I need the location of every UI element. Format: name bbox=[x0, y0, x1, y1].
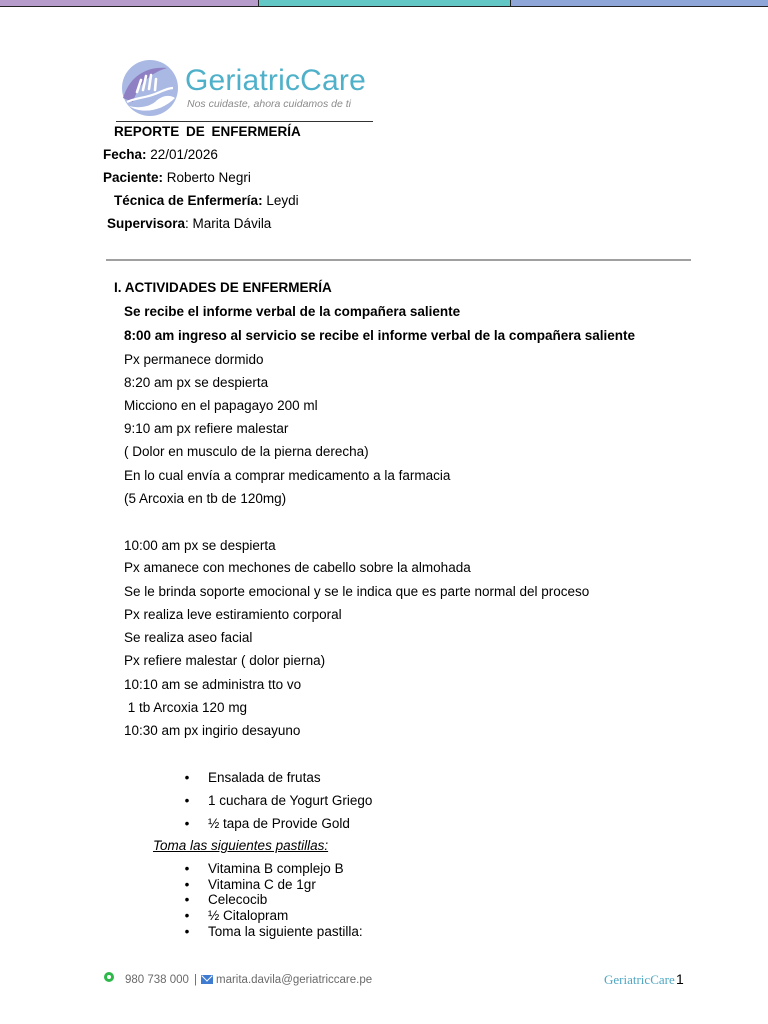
footer-phone: 980 738 000 bbox=[125, 974, 189, 986]
activity-line: Px refiere malestar ( dolor pierna) bbox=[124, 653, 326, 668]
section-heading: I. ACTIVIDADES DE ENFERMERÍA bbox=[114, 280, 332, 295]
footer-brand: GeriatricCare bbox=[604, 972, 675, 987]
top-bar-teal bbox=[258, 0, 511, 7]
logo-brand-name: GeriatricCare bbox=[185, 64, 366, 97]
activity-line: Px amanece con mechones de cabello sobre la almohada bbox=[124, 560, 471, 575]
activity-line: 10:30 am px ingirio desayuno bbox=[124, 723, 301, 738]
activity-line: Se le brinda soporte emocional y se le indica que es parte normal del proceso bbox=[124, 584, 590, 599]
supervisora-row bbox=[107, 216, 271, 232]
bold-line: Se recibe el informe verbal de la compañera saliente bbox=[124, 304, 461, 319]
mail-icon bbox=[201, 975, 213, 984]
bullet-marker: • bbox=[184, 924, 190, 939]
bullet-marker: • bbox=[184, 816, 190, 831]
activity-line: (5 Arcoxia en tb de 120mg) bbox=[124, 491, 287, 506]
bullet-marker: • bbox=[184, 908, 190, 923]
paciente-label: Paciente: bbox=[103, 170, 164, 185]
activity-line: Micciono en el papagayo 200 ml bbox=[124, 398, 318, 413]
activity-line: 1 tb Arcoxia 120 mg bbox=[124, 700, 248, 715]
page-number: 1 bbox=[676, 971, 684, 987]
pills-heading: Toma las siguientes pastillas: bbox=[153, 838, 329, 853]
activity-line: Px permanece dormido bbox=[124, 352, 264, 367]
geriatriccare-logo bbox=[115, 56, 377, 124]
top-bar-purple bbox=[0, 0, 258, 7]
fecha-row bbox=[103, 147, 218, 163]
breakfast-item: ½ tapa de Provide Gold bbox=[208, 816, 350, 831]
section-divider bbox=[106, 259, 691, 261]
tecnica-row bbox=[114, 193, 299, 209]
bold-line: 8:00 am ingreso al servicio se recibe el informe verbal de la compañera saliente bbox=[124, 328, 635, 343]
tecnica-label: Técnica de Enfermería: bbox=[114, 193, 263, 208]
supervisora-label: Supervisora bbox=[107, 216, 186, 231]
activity-line: 8:20 am px se despierta bbox=[124, 375, 269, 390]
logo-underline bbox=[116, 121, 373, 122]
supervisora-value: : Marita Dávila bbox=[185, 216, 272, 231]
pill-item: Vitamina C de 1gr bbox=[208, 877, 316, 892]
activity-line: En lo cual envía a comprar medicamento a la farmacia bbox=[124, 468, 451, 483]
activity-line: 10:10 am se administra tto vo bbox=[124, 677, 302, 692]
report-title: REPORTE DE ENFERMERÍA bbox=[114, 124, 301, 139]
bullet-marker: • bbox=[184, 877, 190, 892]
activity-line: 10:00 am px se despierta bbox=[124, 538, 276, 553]
footer-email[interactable]: marita.davila@geriatriccare.pe bbox=[216, 974, 373, 986]
bullet-marker: • bbox=[184, 793, 190, 808]
activity-line: Px realiza leve estiramiento corporal bbox=[124, 607, 342, 622]
whatsapp-icon bbox=[104, 972, 114, 982]
pill-item: ½ Citalopram bbox=[208, 908, 289, 923]
activity-line: Se realiza aseo facial bbox=[124, 630, 253, 645]
tecnica-value: Leydi bbox=[262, 193, 299, 208]
breakfast-item: Ensalada de frutas bbox=[208, 770, 321, 785]
bullet-marker: • bbox=[184, 892, 190, 907]
top-bar-blue bbox=[511, 0, 768, 7]
fecha-label: Fecha: bbox=[103, 147, 147, 162]
activity-line: 9:10 am px refiere malestar bbox=[124, 421, 289, 436]
fecha-value: 22/01/2026 bbox=[146, 147, 218, 162]
logo-hands-icon bbox=[115, 58, 181, 122]
footer-email-row bbox=[201, 972, 372, 988]
logo-tagline: Nos cuidaste, ahora cuidamos de ti bbox=[187, 98, 352, 110]
activity-line: ( Dolor en musculo de la pierna derecha) bbox=[124, 444, 369, 459]
bullet-marker: • bbox=[184, 861, 190, 876]
paciente-value: Roberto Negri bbox=[163, 170, 251, 185]
bullet-marker: • bbox=[184, 770, 190, 785]
pill-item: Celecocib bbox=[208, 892, 268, 907]
pill-item: Vitamina B complejo B bbox=[208, 861, 344, 876]
paciente-row bbox=[103, 170, 251, 186]
footer-separator: | bbox=[194, 974, 197, 986]
pill-item: Toma la siguiente pastilla: bbox=[208, 924, 363, 939]
breakfast-item: 1 cuchara de Yogurt Griego bbox=[208, 793, 373, 808]
